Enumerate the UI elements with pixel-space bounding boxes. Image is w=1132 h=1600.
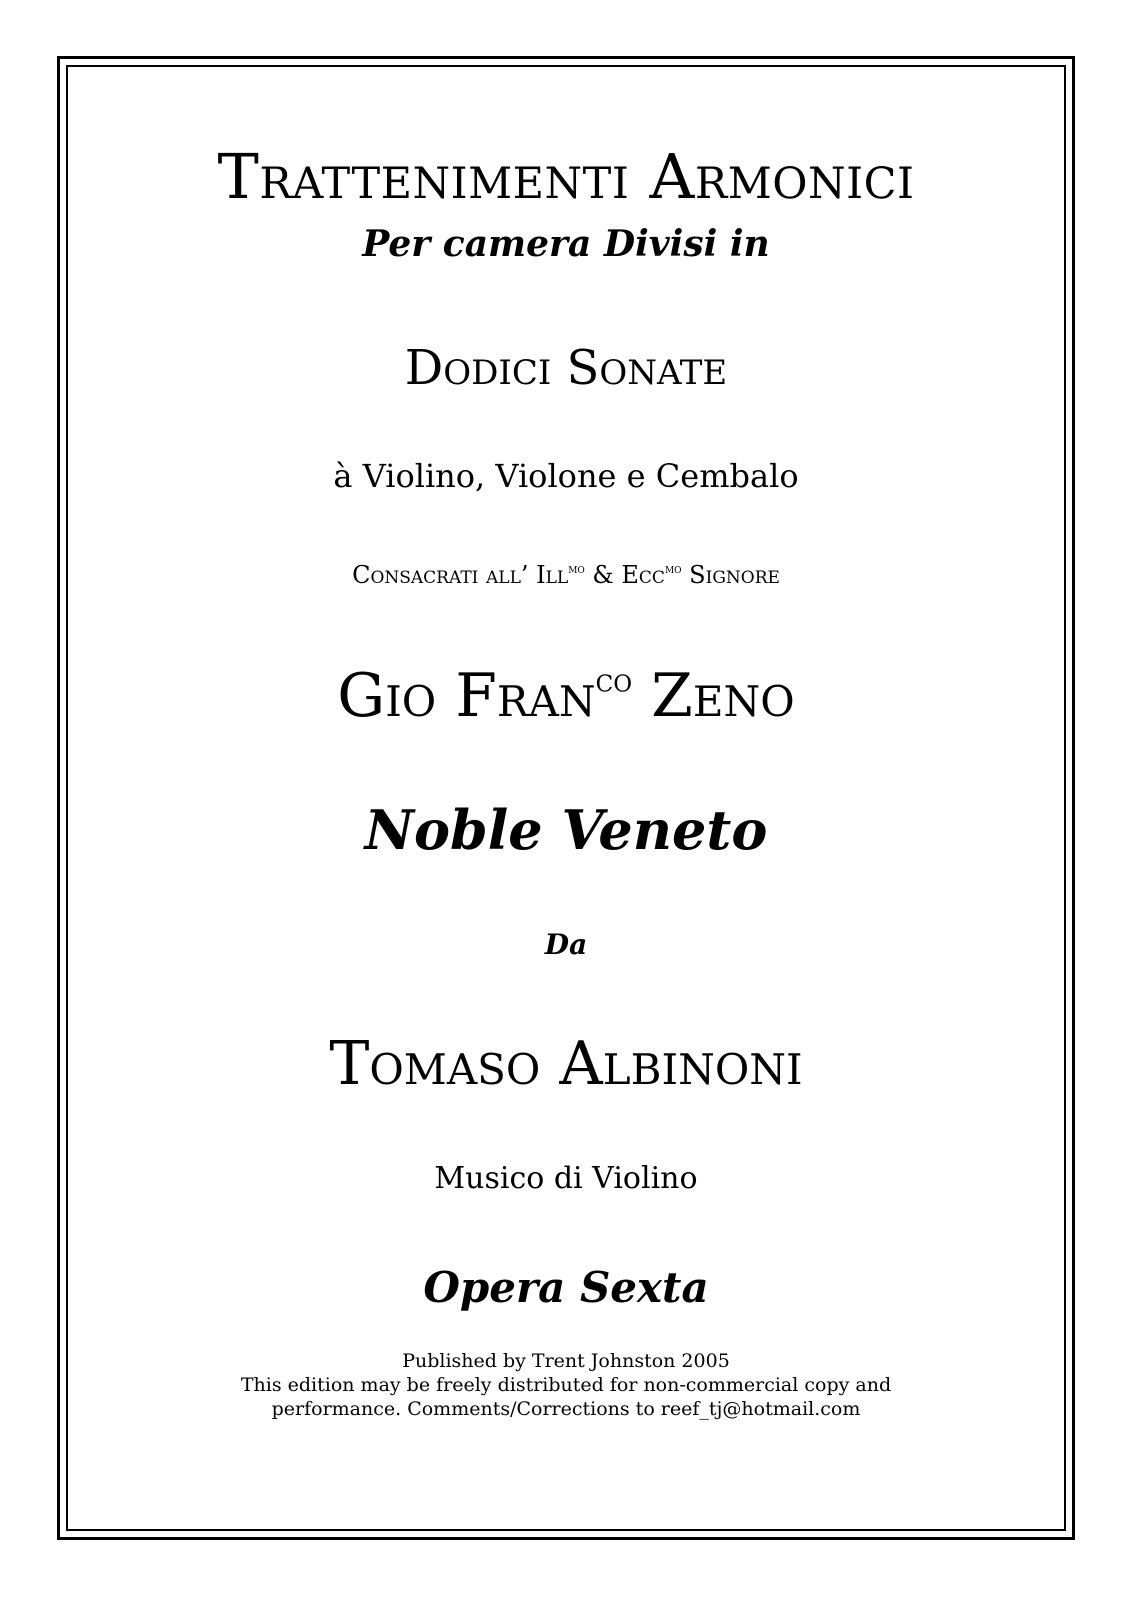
dedicatee-name (66, 662, 1066, 730)
dedicatee-first: Gio Fran (337, 661, 596, 731)
dedication-sup-2: mo (664, 562, 682, 578)
instrumentation: à Violino, Violone e Cembalo (333, 457, 799, 495)
dedication-suffix: Signore (681, 561, 780, 589)
subtitle: Per camera Divisi in (362, 223, 770, 265)
opus-label: Opera Sexta (423, 1263, 709, 1312)
dedicatee-sup: co (595, 660, 633, 700)
publication-line-3: performance. Comments/Corrections to reef_tj@hotmail.com (271, 1398, 861, 1420)
main-title: Trattenimenti Armonici (217, 140, 915, 213)
composer-name: Tomaso Albinoni (329, 1029, 803, 1099)
composer-role: Musico di Violino (434, 1161, 698, 1196)
by-label: Da (544, 928, 588, 961)
dedicatee-title: Noble Veneto (364, 798, 768, 862)
dedicatee-last: Zeno (632, 661, 795, 731)
dedication-middle: & Ecc (584, 561, 665, 589)
work-title: Dodici Sonate (404, 340, 728, 396)
dedication-sup-1: mo (568, 562, 585, 578)
publication-line-1: Published by Trent Johnston 2005 (402, 1350, 730, 1372)
dedication-line (66, 560, 1066, 590)
publication-line-2: This edition may be freely distributed for non-commercial copy and (240, 1374, 892, 1396)
dedication-prefix: Consacrati all’ Ill (352, 561, 569, 589)
